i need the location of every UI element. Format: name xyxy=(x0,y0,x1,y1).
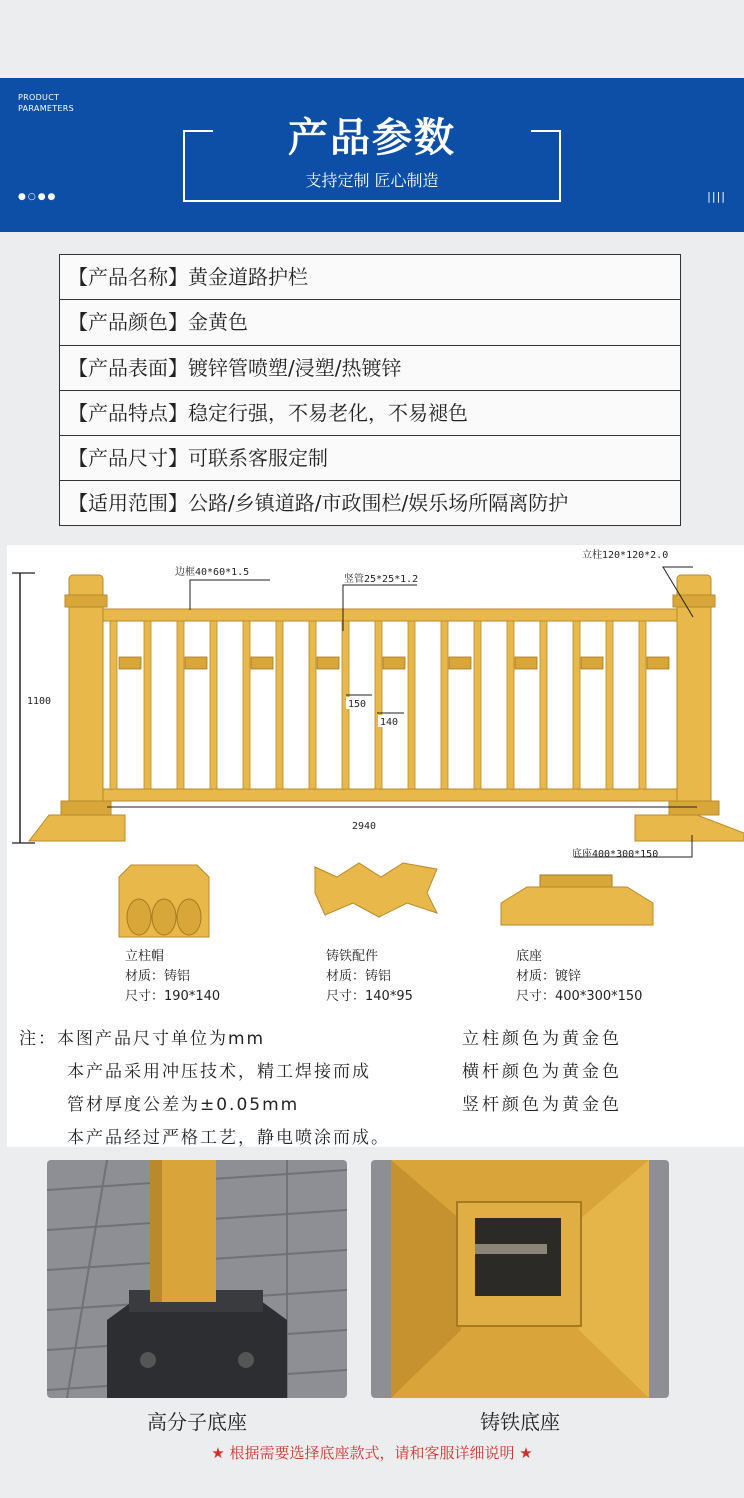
vertical-pipe-callout: 竖管25*25*1.2 xyxy=(344,574,419,585)
cast-iron-base-caption: 铸铁底座 xyxy=(480,1410,560,1434)
part-base xyxy=(516,947,642,1007)
spec-row-scope: 【适用范围】公路/乡镇道路/市政围栏/娱乐场所隔离防护 xyxy=(68,491,569,516)
spec-row-name: 【产品名称】黄金道路护栏 xyxy=(60,255,680,300)
header-banner xyxy=(0,78,744,232)
gap-150: 150 xyxy=(348,699,367,710)
color-note: 立柱颜色为黄金色 xyxy=(462,1029,622,1049)
pp-line-1: PRODUCT xyxy=(18,93,60,102)
cast-ornaments xyxy=(119,657,669,669)
drawing-panel xyxy=(7,545,744,1147)
part-name: 铸铁配件 xyxy=(326,949,379,964)
length-dimension: 2940 xyxy=(352,821,377,832)
footnote: ★ 根据需要选择底座款式，请和客服详细说明 ★ xyxy=(211,1444,533,1462)
notes xyxy=(19,1023,390,1155)
dots-icon: ●○●● xyxy=(18,192,58,202)
gap-140: 140 xyxy=(380,717,399,728)
spec-row-size: 【产品尺寸】可联系客服定制 xyxy=(60,436,680,481)
base-callout: 底座400*300*150 xyxy=(572,849,659,860)
color-note: 竖杆颜色为黄金色 xyxy=(462,1095,622,1115)
bars-icon: |||| xyxy=(707,190,726,203)
color-notes xyxy=(462,1023,622,1122)
part-post-cap xyxy=(125,947,220,1007)
polymer-base-photo xyxy=(47,1160,347,1398)
post-cap-image xyxy=(119,865,209,937)
height-dimension: 1100 xyxy=(27,696,52,707)
spec-row-features: 【产品特点】稳定行强，不易老化，不易褪色 xyxy=(60,391,680,436)
part-size: 尺寸：400*300*150 xyxy=(516,989,643,1004)
part-size: 尺寸：190*140 xyxy=(125,989,221,1004)
part-name: 底座 xyxy=(516,949,543,964)
pp-line-2: PARAMETERS xyxy=(18,104,75,113)
part-material: 材质：铸铝 xyxy=(125,969,191,984)
spec-table xyxy=(59,254,681,526)
spec-row-surface: 【产品表面】镀锌管喷塑/浸塑/热镀锌 xyxy=(60,346,680,391)
base-image xyxy=(501,875,653,925)
note-line: 注：本图产品尺寸单位为mm xyxy=(19,1029,266,1049)
polymer-base-caption: 高分子底座 xyxy=(147,1410,247,1434)
part-cast-fitting xyxy=(326,947,413,1007)
part-name: 立柱帽 xyxy=(125,949,165,964)
part-material: 材质：镀锌 xyxy=(516,969,582,984)
note-line: 本产品经过严格工艺，静电喷涂而成。 xyxy=(67,1128,390,1148)
color-note: 横杆颜色为黄金色 xyxy=(462,1062,622,1082)
part-material: 材质：铸铝 xyxy=(326,969,392,984)
page-subtitle: 支持定制 匠心制造 xyxy=(305,171,439,190)
note-line: 管材厚度公差为±0.05mm xyxy=(67,1095,300,1115)
page-title: 产品参数 xyxy=(288,115,456,161)
part-size: 尺寸：140*95 xyxy=(326,989,413,1004)
post-callout: 立柱120*120*2.0 xyxy=(582,550,669,561)
cast-iron-base-photo xyxy=(371,1160,669,1398)
note-line: 本产品采用冲压技术，精工焊接而成 xyxy=(67,1062,371,1082)
frame-callout: 边框40*60*1.5 xyxy=(175,567,250,578)
vertical-bars xyxy=(110,621,646,789)
cast-fitting-image xyxy=(315,863,437,917)
spec-row-color: 【产品颜色】金黄色 xyxy=(60,300,680,345)
